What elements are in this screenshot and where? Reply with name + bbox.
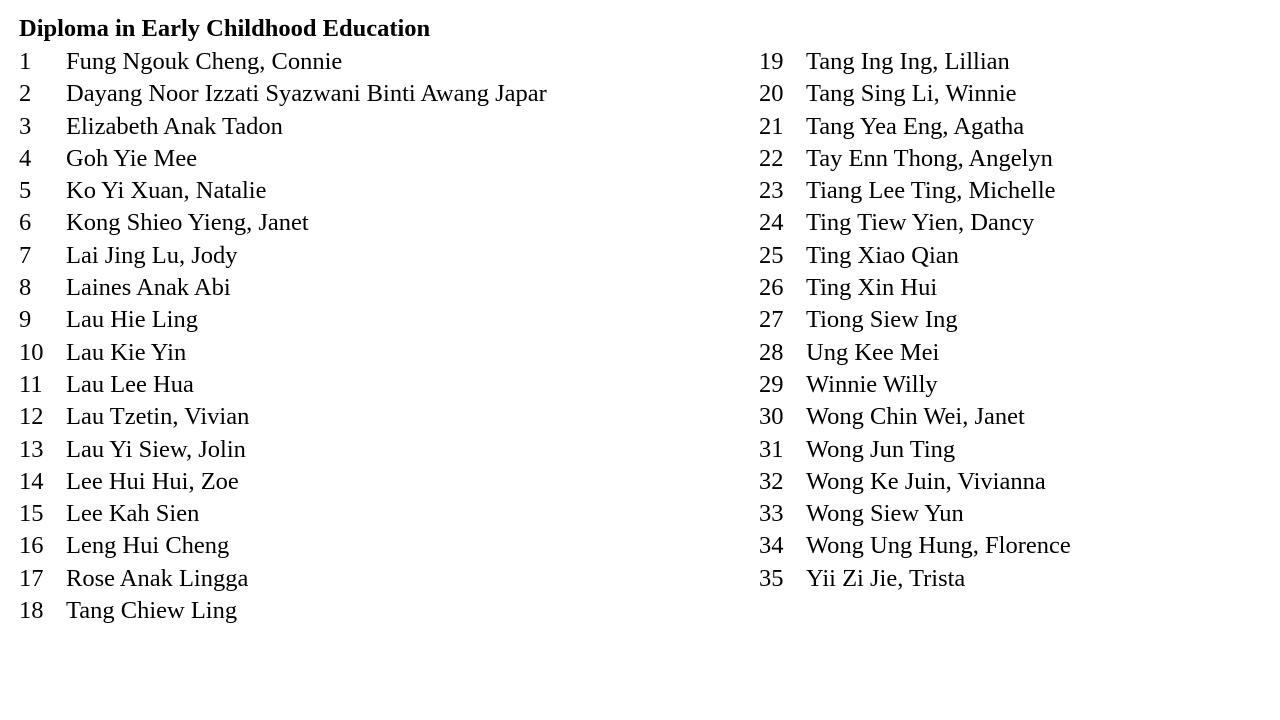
list-item-number: 6 [19,209,32,237]
list-item-name: Lai Jing Lu, Jody [66,241,238,269]
list-item-name: Tang Ing Ing, Lillian [806,48,1010,75]
list-item [759,563,1071,595]
list-item [759,369,1071,401]
list-item-name: Lau Tzetin, Vivian [66,403,250,431]
list-item-name: Ung Kee Mei [806,338,940,366]
list-item-name: Lee Hui Hui, Zoe [66,467,239,495]
list-item-name: Tang Yea Eng, Agatha [806,112,1025,140]
list-item [19,563,547,595]
list-item-number: 9 [19,306,32,334]
list-item-name: Rose Anak Lingga [66,564,249,592]
list-item-name: Goh Yie Mee [66,144,198,172]
list-item-name: Tiang Lee Ting, Michelle [806,177,1056,205]
list-item-name: Lau Yi Siew, Jolin [66,435,246,463]
page-title: Diploma in Early Childhood Education [19,15,431,42]
list-item-number: 18 [19,597,44,625]
list-item-number: 23 [759,177,784,205]
list-item-number: 19 [759,48,784,75]
list-item-number: 16 [19,532,44,560]
list-item-number: 20 [759,80,784,108]
list-item-number: 32 [759,467,784,495]
list-item [759,337,1071,369]
list-item-number: 1 [19,48,32,75]
list-item-number: 34 [759,532,784,560]
list-item-name: Dayang Noor Izzati Syazwani Binti Awang Japar [66,80,547,108]
list-item-name: Tang Chiew Ling [66,597,238,625]
list-item [19,78,547,110]
list-item-name: Wong Jun Ting [806,435,956,463]
list-item [19,304,547,336]
list-item [759,111,1071,143]
list-item-name: Laines Anak Abi [66,274,231,302]
list-item-number: 26 [759,274,784,302]
list-item [759,498,1071,530]
list-item [19,466,547,498]
list-item-number: 27 [759,306,784,334]
list-item [759,207,1071,239]
list-item-name: Tiong Siew Ing [806,306,958,334]
list-item-number: 30 [759,403,784,431]
list-item-number: 22 [759,144,784,172]
list-item [759,46,1071,78]
list-item-name: Fung Ngouk Cheng, Connie [66,48,343,75]
list-item [19,143,547,175]
list-item [19,530,547,562]
list-item [759,78,1071,110]
list-item-number: 5 [19,177,32,205]
list-item-name: Wong Chin Wei, Janet [806,403,1025,431]
list-item-name: Ko Yi Xuan, Natalie [66,177,267,205]
list-item-number: 21 [759,112,784,140]
list-item-name: Lau Hie Ling [66,306,198,334]
list-item-number: 31 [759,435,784,463]
list-item [19,272,547,304]
name-list-left [19,46,547,627]
list-item-name: Yii Zi Jie, Trista [806,564,966,592]
list-item-name: Lau Lee Hua [66,370,194,398]
list-item [19,337,547,369]
list-item-number: 15 [19,500,44,528]
list-item [759,401,1071,433]
list-item-name: Wong Ke Juin, Vivianna [806,467,1046,495]
list-item-number: 2 [19,80,32,108]
name-list-right [759,46,1071,595]
list-item [19,111,547,143]
list-item [19,498,547,530]
list-item-name: Kong Shieo Yieng, Janet [66,209,309,237]
list-item-name: Tay Enn Thong, Angelyn [806,144,1053,172]
list-item-number: 7 [19,241,32,269]
list-item [19,401,547,433]
list-item-name: Elizabeth Anak Tadon [66,112,283,140]
list-item [759,240,1071,272]
list-item-number: 25 [759,241,784,269]
list-item [759,272,1071,304]
list-item [759,530,1071,562]
list-item-number: 33 [759,500,784,528]
list-item-number: 17 [19,564,44,592]
list-item-number: 24 [759,209,784,237]
list-item [759,434,1071,466]
list-item-name: Wong Siew Yun [806,500,964,528]
list-item-number: 28 [759,338,784,366]
list-item-number: 8 [19,274,32,302]
list-item [759,304,1071,336]
list-item [19,595,547,627]
list-item-name: Lau Kie Yin [66,338,187,366]
list-item-name: Ting Tiew Yien, Dancy [806,209,1035,237]
list-item-name: Lee Kah Sien [66,500,200,528]
list-item [19,175,547,207]
list-item-name: Ting Xin Hui [806,274,938,302]
list-item-number: 3 [19,112,32,140]
list-item [759,175,1071,207]
list-item-number: 4 [19,144,32,172]
list-item-number: 29 [759,370,784,398]
list-item [759,143,1071,175]
list-item [19,207,547,239]
list-item-name: Leng Hui Cheng [66,532,230,560]
list-item-number: 35 [759,564,784,592]
list-item [19,240,547,272]
list-item-number: 12 [19,403,44,431]
list-item-name: Tang Sing Li, Winnie [806,80,1017,108]
list-item [759,466,1071,498]
list-item-name: Wong Ung Hung, Florence [806,532,1071,560]
list-item-name: Ting Xiao Qian [806,241,959,269]
list-item-name: Winnie Willy [806,370,938,398]
list-item-number: 10 [19,338,44,366]
list-item [19,369,547,401]
list-item [19,434,547,466]
list-item-number: 11 [19,370,43,398]
list-item-number: 14 [19,467,44,495]
list-item-number: 13 [19,435,44,463]
list-item [19,46,547,78]
